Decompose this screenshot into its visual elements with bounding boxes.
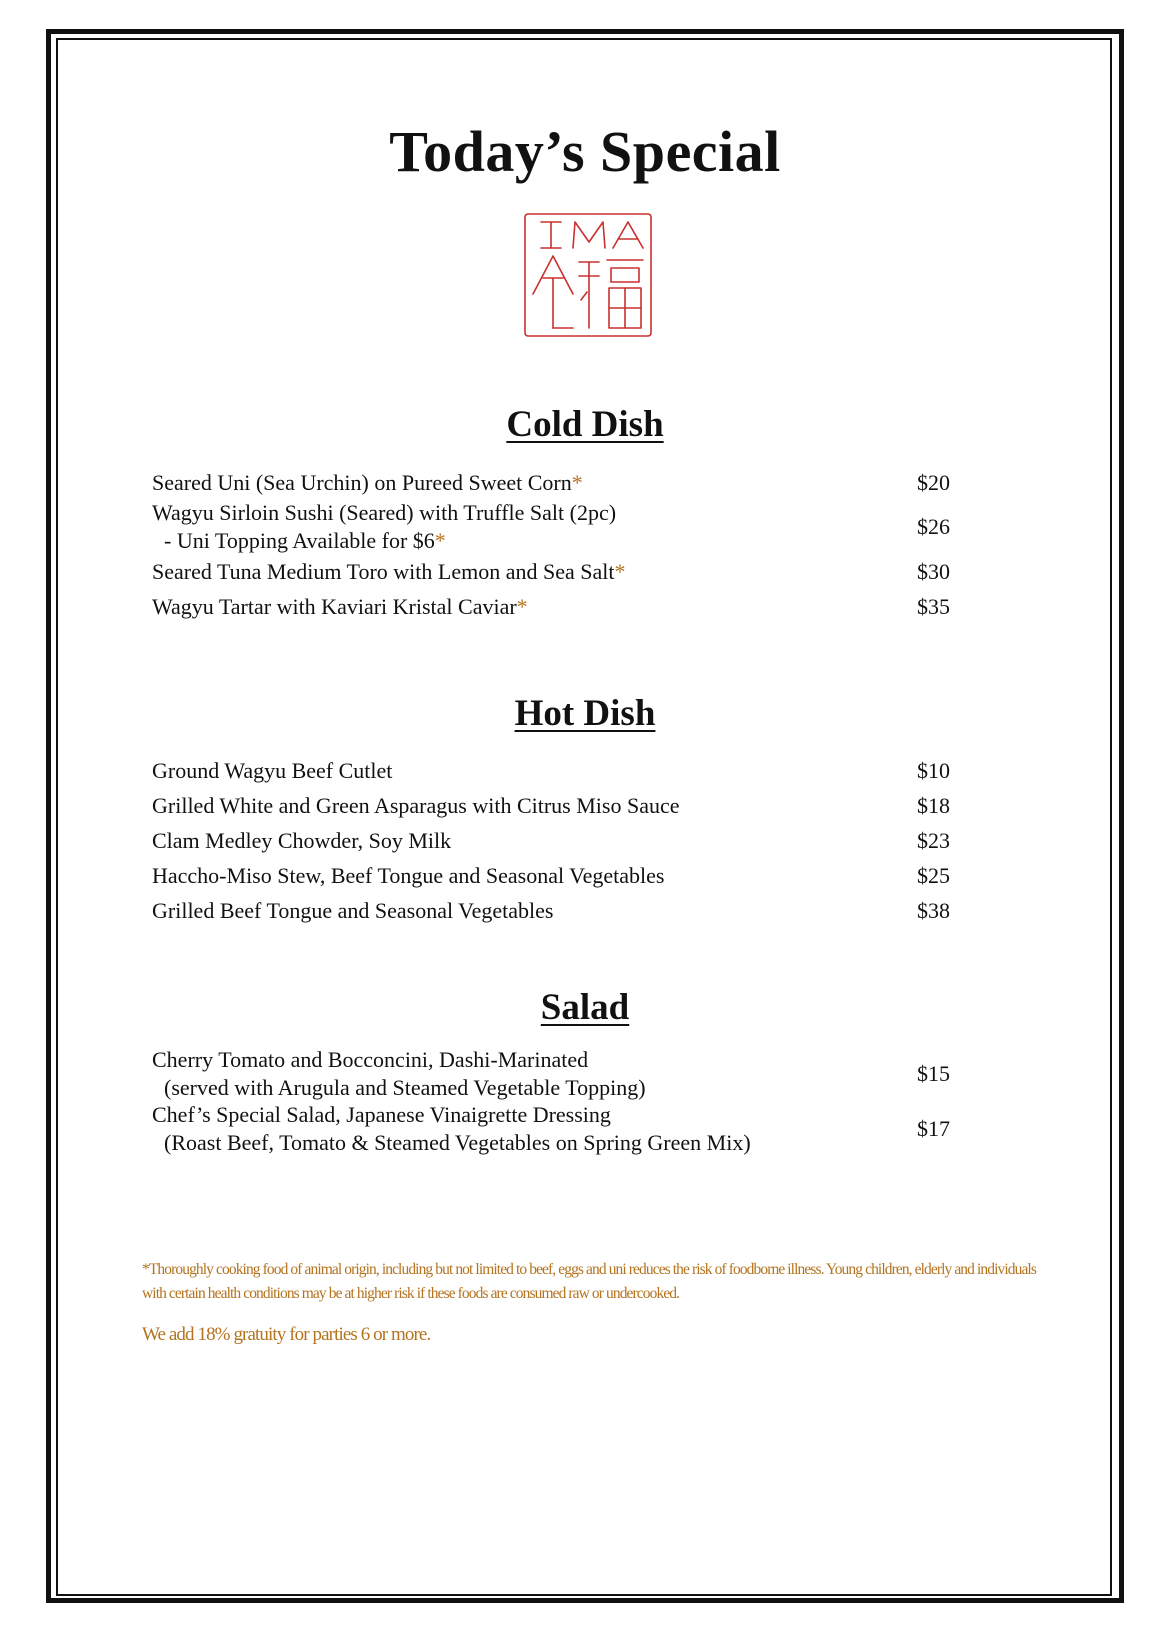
section-title-hot-dish: Hot Dish: [514, 693, 656, 734]
section-title-salad: Salad: [540, 987, 630, 1028]
menu-item: Clam Medley Chowder, Soy Milk: [152, 828, 452, 853]
menu-item: Wagyu Sirloin Sushi (Seared) with Truffle Salt (2pc) - Uni Topping Available for $6*: [152, 500, 617, 553]
section-title-cold-dish: Cold Dish: [506, 404, 664, 445]
menu-item-price: $18: [917, 793, 950, 818]
menu-item: Cherry Tomato and Bocconcini, Dashi-Marinated (served with Arugula and Steamed Vegetable Topping): [152, 1047, 646, 1100]
menu-item-price: $35: [917, 594, 950, 619]
menu-item: Grilled White and Green Asparagus with Citrus Miso Sauce: [152, 793, 680, 818]
menu-item-price: $30: [917, 559, 950, 584]
menu-item-price: $10: [917, 758, 950, 783]
ima-logo-seal: [523, 212, 653, 338]
menu-item-price: $15: [917, 1061, 950, 1086]
menu-item: Seared Uni (Sea Urchin) on Pureed Sweet Corn*: [152, 470, 583, 495]
menu-item: Seared Tuna Medium Toro with Lemon and Sea Salt*: [152, 559, 626, 584]
menu-item: Grilled Beef Tongue and Seasonal Vegetables: [152, 898, 554, 923]
menu-item-price: $26: [917, 514, 950, 539]
page-title: Today’s Special: [389, 119, 781, 184]
menu-item: Chef’s Special Salad, Japanese Vinaigrette Dressing (Roast Beef, Tomato & Steamed Vegetables on Spring Green Mix): [152, 1102, 751, 1155]
menu-item-price: $20: [917, 470, 950, 495]
menu-item-price: $17: [917, 1116, 950, 1141]
menu-item: Ground Wagyu Beef Cutlet: [152, 758, 393, 783]
menu-item: Haccho-Miso Stew, Beef Tongue and Seasonal Vegetables: [152, 863, 665, 888]
gratuity-note: We add 18% gratuity for parties 6 or more.: [142, 1324, 431, 1345]
menu-item-price: $25: [917, 863, 950, 888]
food-safety-disclaimer: *Thoroughly cooking food of animal origin, including but not limited to beef, eggs and uni reduces the risk of foodborne illness. Young children, elderly and individuals with certain health conditions may be at higher risk if these foods are consumed raw or undercooked.: [142, 1261, 1036, 1302]
menu-item-price: $38: [917, 898, 950, 923]
menu-item-price: $23: [917, 828, 950, 853]
menu-item: Wagyu Tartar with Kaviari Kristal Caviar*: [152, 594, 528, 619]
